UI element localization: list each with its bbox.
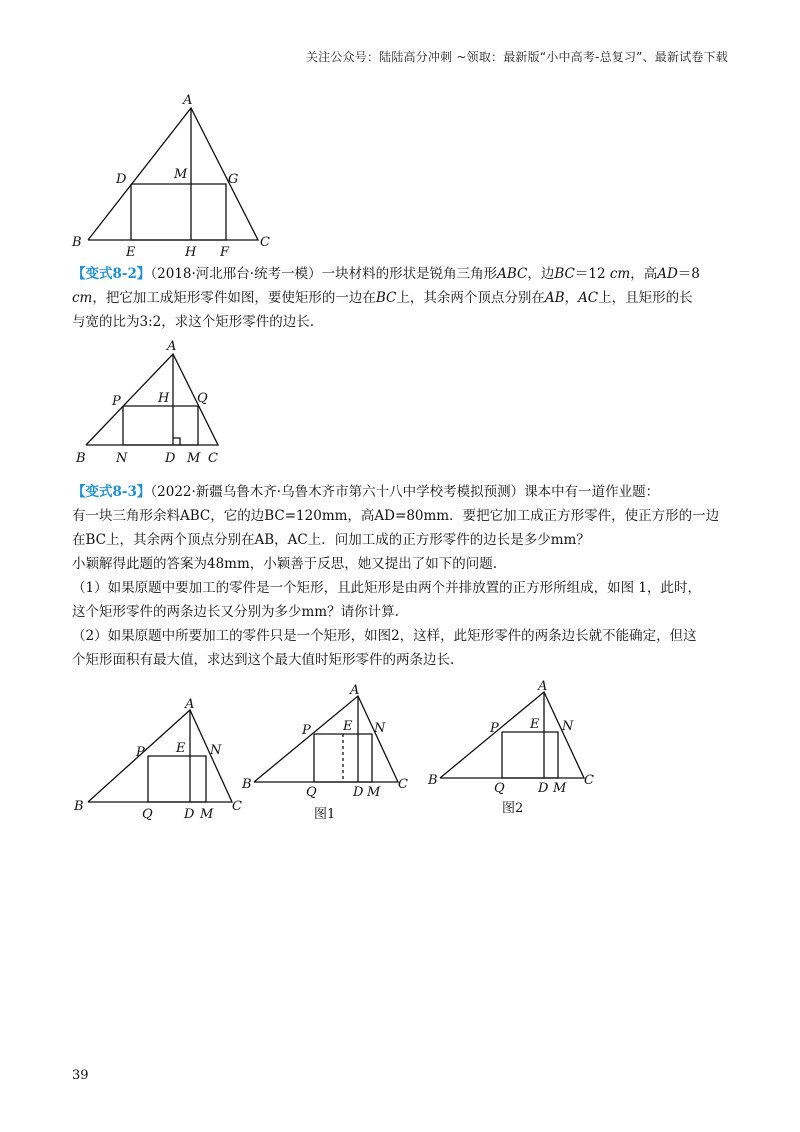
label-e: E [343, 719, 353, 734]
label-a: A [183, 93, 193, 108]
label-q: Q [306, 785, 317, 800]
figure-caption-2: 图2 [502, 801, 524, 816]
text: 上，且矩形的长 [598, 290, 693, 306]
text: ， [564, 290, 579, 306]
math: BC [554, 266, 575, 282]
text: ，高 [630, 266, 658, 282]
label-h: H [185, 245, 197, 260]
label-a: A [167, 339, 177, 354]
figure-triangle-rectangle-2 [70, 340, 240, 470]
problem-source: （2022·新疆乌鲁木齐·乌鲁木齐市第六十八中学校考模拟预测）课本中有一道作业题： [150, 484, 660, 500]
label-e: E [126, 245, 136, 260]
label-m: M [174, 167, 188, 182]
math: AB [544, 290, 565, 306]
text: 上，其余两个顶点分别在 [396, 290, 545, 306]
label-c: C [584, 773, 594, 788]
figure-triangle-rectangle-1 [70, 90, 300, 260]
text: ，把它加工成矩形零件如图，要使矩形的一边在 [92, 290, 376, 306]
label-m: M [553, 781, 567, 796]
math: AD [657, 266, 678, 282]
figure-rectangle-max-area [426, 680, 606, 830]
label-d: D [353, 785, 364, 800]
unit: cm [609, 266, 631, 282]
label-q: Q [142, 807, 153, 822]
problem-8-3-line-0 [72, 480, 732, 504]
label-c: C [232, 799, 242, 814]
problem-8-3-q1-line-2: 这个矩形零件的两条边长又分别为多少mm？请你计算. [72, 604, 399, 620]
label-a: A [538, 679, 548, 694]
label-a: A [350, 683, 360, 698]
problem-8-2-line-2 [72, 286, 732, 310]
figure-two-squares [240, 684, 420, 834]
problem-8-3-line-2: 在BC上，其余两个顶点分别在AB，AC上．问加工成的正方形零件的边长是多少mm？ [72, 532, 590, 548]
label-q: Q [197, 391, 208, 406]
rectangle-degf [131, 184, 226, 240]
label-n: N [562, 719, 574, 734]
label-c: C [398, 777, 408, 792]
text: ＝8 [677, 266, 700, 282]
label-p: P [302, 723, 311, 738]
label-p: P [112, 394, 121, 409]
label-n: N [374, 721, 386, 736]
text: 一块材料的形状是锐角三角形 [321, 266, 498, 282]
problem-8-3-q2-line-2: 个矩形面积有最大值，求达到这个最大值时矩形零件的两条边长. [72, 652, 455, 668]
label-c: C [208, 451, 218, 466]
math: BC [375, 290, 397, 306]
label-g: G [228, 172, 239, 187]
label-b: B [242, 777, 252, 792]
label-c: C [260, 235, 270, 250]
label-a: A [185, 697, 195, 712]
page-number: 39 [72, 1068, 89, 1083]
math: AC [578, 290, 599, 306]
math: ABC [497, 266, 528, 282]
figure-square-original [72, 698, 252, 828]
problem-8-2 [72, 262, 732, 334]
label-d: D [538, 781, 549, 796]
label-p: P [490, 721, 499, 736]
square-pqmn [148, 756, 206, 802]
text: ，边 [527, 266, 555, 282]
problem-tag: 【变式8-2】 [72, 266, 151, 282]
label-p: P [136, 745, 145, 760]
label-q: Q [494, 781, 505, 796]
problem-8-3-line-1: 有一块三角形余料ABC，它的边BC=120mm，高AD=80mm．要把它加工成正方形零件，使正方形的一边 [72, 508, 720, 524]
right-angle-mark [173, 438, 180, 445]
label-n: N [210, 743, 222, 758]
label-f: F [220, 245, 230, 260]
problem-tag: 【变式8-3】 [72, 484, 151, 500]
label-d: D [184, 807, 195, 822]
label-b: B [74, 799, 84, 814]
label-e: E [530, 717, 540, 732]
problem-8-3-line-3: 小颖解得此题的答案为48mm，小颖善于反思，她又提出了如下的问题. [72, 556, 498, 572]
problem-8-3-q1-line-1: （1）如果原题中要加工的零件是一个矩形，且此矩形是由两个并排放置的正方形所组成，如图 1，此时， [72, 580, 701, 596]
figure-caption-1: 图1 [314, 807, 336, 822]
rectangle-pqmn [502, 732, 558, 778]
triangle-abc [254, 696, 398, 782]
label-b: B [428, 773, 438, 788]
label-e: E [176, 741, 186, 756]
label-h: H [158, 391, 170, 406]
rectangle-pnmq [123, 406, 198, 445]
problem-8-3-q2-line-1: （2）如果原题中所要加工的零件只是一个矩形，如图2，这样，此矩形零件的两条边长就不能确定，但这 [72, 628, 697, 644]
problem-8-3 [72, 480, 732, 672]
problem-8-2-line-1 [72, 262, 732, 286]
text: ＝12 [574, 266, 606, 282]
label-b: B [76, 451, 86, 466]
label-b: B [72, 235, 82, 250]
label-m: M [367, 785, 381, 800]
label-m: M [187, 451, 201, 466]
page-header: 关注公众号：陆陆高分冲刺 ~领取：最新版“小中高考-总复习”、最新试卷下载 [305, 50, 728, 64]
label-d: D [116, 172, 127, 187]
triangle-abc [440, 692, 584, 778]
label-d: D [165, 451, 176, 466]
problem-source: （2018·河北邢台·统考一模） [150, 266, 322, 282]
problem-8-2-line-3: 与宽的比为3:2，求这个矩形零件的边长. [72, 314, 315, 330]
unit: cm [72, 290, 93, 306]
label-m: M [200, 807, 214, 822]
label-n: N [116, 451, 128, 466]
